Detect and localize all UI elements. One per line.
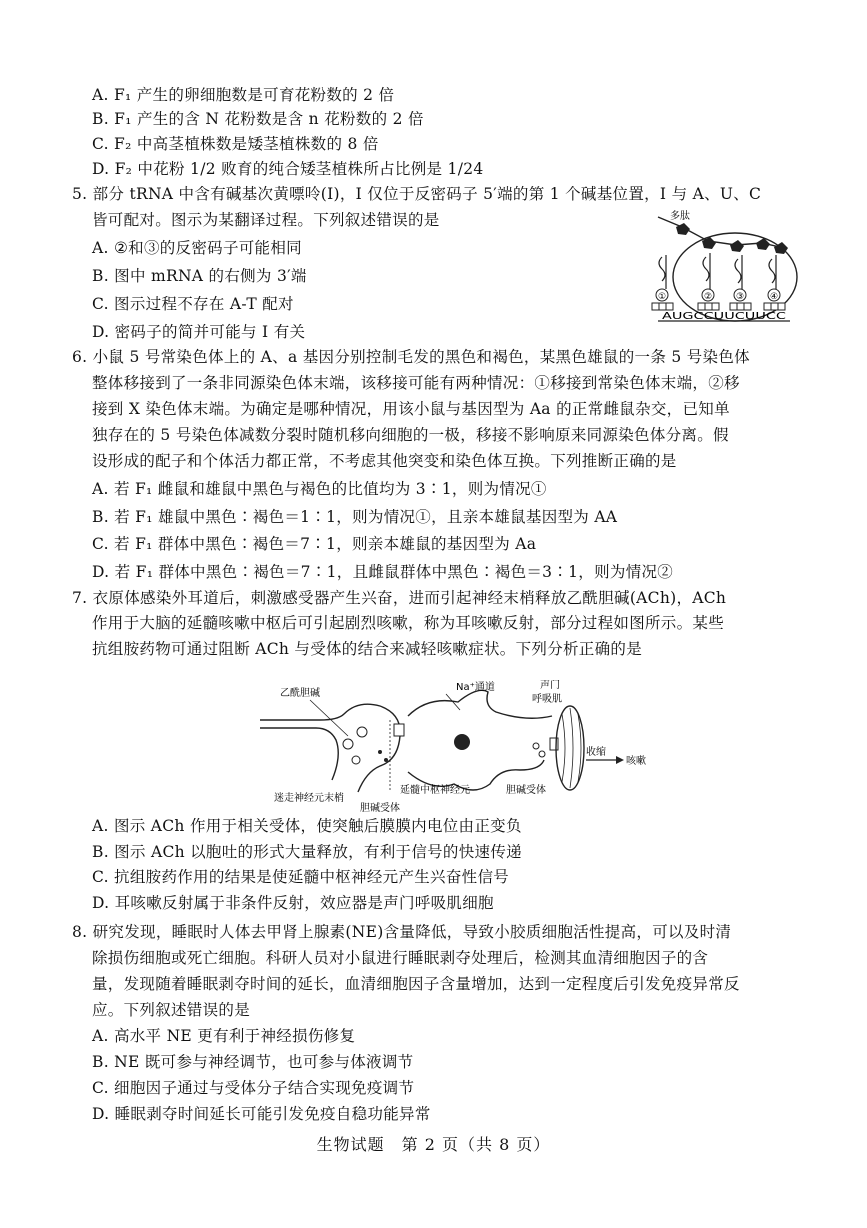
translation-figure — [640, 205, 800, 335]
q6-stem-line-2: 整体移接到了一条非同源染色体末端，该移接可能有两种情况：①移接到常染色体末端，②移 — [92, 374, 740, 392]
mrna-sequence: AUGCCUUCUUCC — [662, 311, 787, 322]
vagus-label: 迷走神经元末梢 — [274, 793, 344, 804]
q6-option-c: C. 若 F₁ 群体中黑色∶褐色＝7∶1，则亲本雄鼠的基因型为 Aa — [92, 535, 537, 553]
vesicle — [357, 727, 367, 737]
q4-option-c: C. F₂ 中高茎植株数是矮茎植株数的 8 倍 — [92, 135, 379, 153]
page-footer: 生物试题 第 2 页（共 8 页） — [316, 1135, 551, 1154]
q6-stem-line-3: 接到 X 染色体末端。为确定是哪种情况，用该小鼠与基因型为 Aa 的正常雌鼠杂交，已知单 — [92, 400, 730, 418]
peptide-label: 多肽 — [670, 211, 690, 222]
cough-label: 咳嗽 — [626, 756, 646, 767]
q6-stem-line-1: 6. 小鼠 5 号常染色体上的 A、a 基因分别控制毛发的黑色和褐色，某黑色雄鼠的一条 5 号染色体 — [72, 348, 750, 366]
muscle-label-1: 声门 — [540, 680, 560, 691]
q6-option-d: D. 若 F₁ 群体中黑色∶褐色＝7∶1，且雌鼠群体中黑色∶褐色＝3∶1，则为情况② — [92, 563, 674, 581]
receptor-label-1: 胆碱受体 — [360, 803, 400, 814]
ach-label: 乙酰胆碱 — [280, 688, 320, 699]
q8-option-d: D. 睡眠剥夺时间延长可能引发免疫自稳功能异常 — [92, 1105, 431, 1123]
q5-option-d: D. 密码子的简并可能与 I 有关 — [92, 323, 306, 341]
q7-stem-line-3: 抗组胺药物可通过阻断 ACh 与受体的结合来减轻咳嗽症状。下列分析正确的是 — [92, 640, 642, 658]
q7-option-c: C. 抗组胺药作用的结果是使延髓中枢神经元产生兴奋性信号 — [92, 868, 510, 886]
medulla-label: 延髓中枢神经元 — [400, 785, 470, 796]
q6-stem-line-4: 独存在的 5 号染色体减数分裂时随机移向细胞的一极，移接不影响原来同源染色体分离。假 — [92, 426, 729, 444]
medulla-neuron — [408, 690, 552, 790]
vesicle — [343, 739, 353, 749]
q7-stem-line-2: 作用于大脑的延髓咳嗽中枢后可引起剧烈咳嗽，称为耳咳嗽反射，部分过程如图所示。某些 — [92, 614, 725, 632]
q5-stem-line-1: 5. 部分 tRNA 中含有碱基次黄嘌呤(I)，I 仅位于反密码子 5′端的第 1 个碱基位置，I 与 A、U、C — [72, 185, 762, 203]
q6-stem-line-5: 设形成的配子和个体活力都正常，不考虑其他突变和染色体互换。下列推断正确的是 — [92, 452, 677, 470]
trna-1-label: ① — [657, 292, 667, 302]
glottal-muscle — [556, 706, 584, 790]
q7-stem-line-1: 7. 衣原体感染外耳道后，刺激感受器产生兴奋，进而引起神经末梢释放乙酰胆碱(ACh)，ACh — [72, 589, 727, 607]
trna-4 — [764, 255, 785, 310]
muscle-label-2: 呼吸肌 — [532, 694, 562, 705]
vagus-terminal — [260, 704, 400, 792]
q6-option-b: B. 若 F₁ 雄鼠中黑色∶褐色＝1∶1，则为情况①，且亲本雄鼠基因型为 AA — [92, 508, 618, 526]
trna-2-label: ② — [703, 292, 713, 302]
q8-stem-line-4: 应。下列叙述错误的是 — [92, 1001, 251, 1019]
trna-1 — [652, 255, 673, 310]
vesicle — [533, 743, 539, 749]
q7-option-d: D. 耳咳嗽反射属于非条件反射，效应器是声门呼吸肌细胞 — [92, 894, 494, 912]
trna-3-label: ③ — [735, 292, 745, 302]
neuron-nucleus — [454, 734, 470, 750]
amino-acid — [730, 240, 744, 252]
q4-option-b: B. F₁ 产生的含 N 花粉数是含 n 花粉数的 2 倍 — [92, 110, 424, 128]
trna-2 — [698, 253, 719, 310]
vesicle — [352, 756, 360, 764]
ach-molecule — [384, 758, 388, 762]
q4-option-a: A. F₁ 产生的卵细胞数是可育花粉数的 2 倍 — [92, 86, 395, 104]
contract-label: 收缩 — [586, 747, 606, 758]
q5-option-a: A. ②和③的反密码子可能相同 — [92, 239, 302, 257]
q5-option-c: C. 图示过程不存在 A-T 配对 — [92, 295, 294, 313]
q8-option-c: C. 细胞因子通过与受体分子结合实现免疫调节 — [92, 1079, 415, 1097]
q8-stem-line-3: 量，发现随着睡眠剥夺时间的延长，血清细胞因子含量增加，达到一定程度后引发免疫异常反 — [92, 975, 740, 993]
contract-arrowhead — [616, 756, 624, 764]
q8-option-b: B. NE 既可参与神经调节，也可参与体液调节 — [92, 1053, 414, 1071]
q5-stem-line-2: 皆可配对。图示为某翻译过程。下列叙述错误的是 — [92, 211, 440, 229]
q8-option-a: A. 高水平 NE 更有利于神经损伤修复 — [92, 1027, 356, 1045]
ach-molecule — [378, 750, 382, 754]
receptor-1 — [394, 724, 404, 736]
q4-option-d: D. F₂ 中花粉 1/2 败育的纯合矮茎植株所占比例是 1/24 — [92, 160, 484, 178]
q5-option-b: B. 图中 mRNA 的右侧为 3′端 — [92, 267, 307, 285]
q8-stem-line-1: 8. 研究发现，睡眠时人体去甲肾上腺素(NE)含量降低，导致小胶质细胞活性提高，可以及时清 — [72, 923, 732, 941]
q6-option-a: A. 若 F₁ 雌鼠和雄鼠中黑色与褐色的比值均为 3∶1，则为情况① — [92, 480, 547, 498]
muscle-fibers — [562, 708, 581, 788]
q8-stem-line-2: 除损伤细胞或死亡细胞。科研人员对小鼠进行睡眠剥夺处理后，检测其血清细胞因子的含 — [92, 949, 709, 967]
receptor-label-2: 胆碱受体 — [506, 785, 546, 796]
cough-reflex-figure — [250, 680, 660, 815]
ach-pointer — [310, 700, 348, 736]
trna-3 — [730, 255, 751, 310]
vesicle — [539, 751, 545, 757]
na-channel-label: Na⁺通道 — [456, 682, 495, 693]
trna-4-label: ④ — [769, 292, 779, 302]
q7-option-a: A. 图示 ACh 作用于相关受体，使突触后膜膜内电位由正变负 — [92, 817, 522, 835]
q7-option-b: B. 图示 ACh 以胞吐的形式大量释放，有利于信号的快速传递 — [92, 843, 522, 861]
